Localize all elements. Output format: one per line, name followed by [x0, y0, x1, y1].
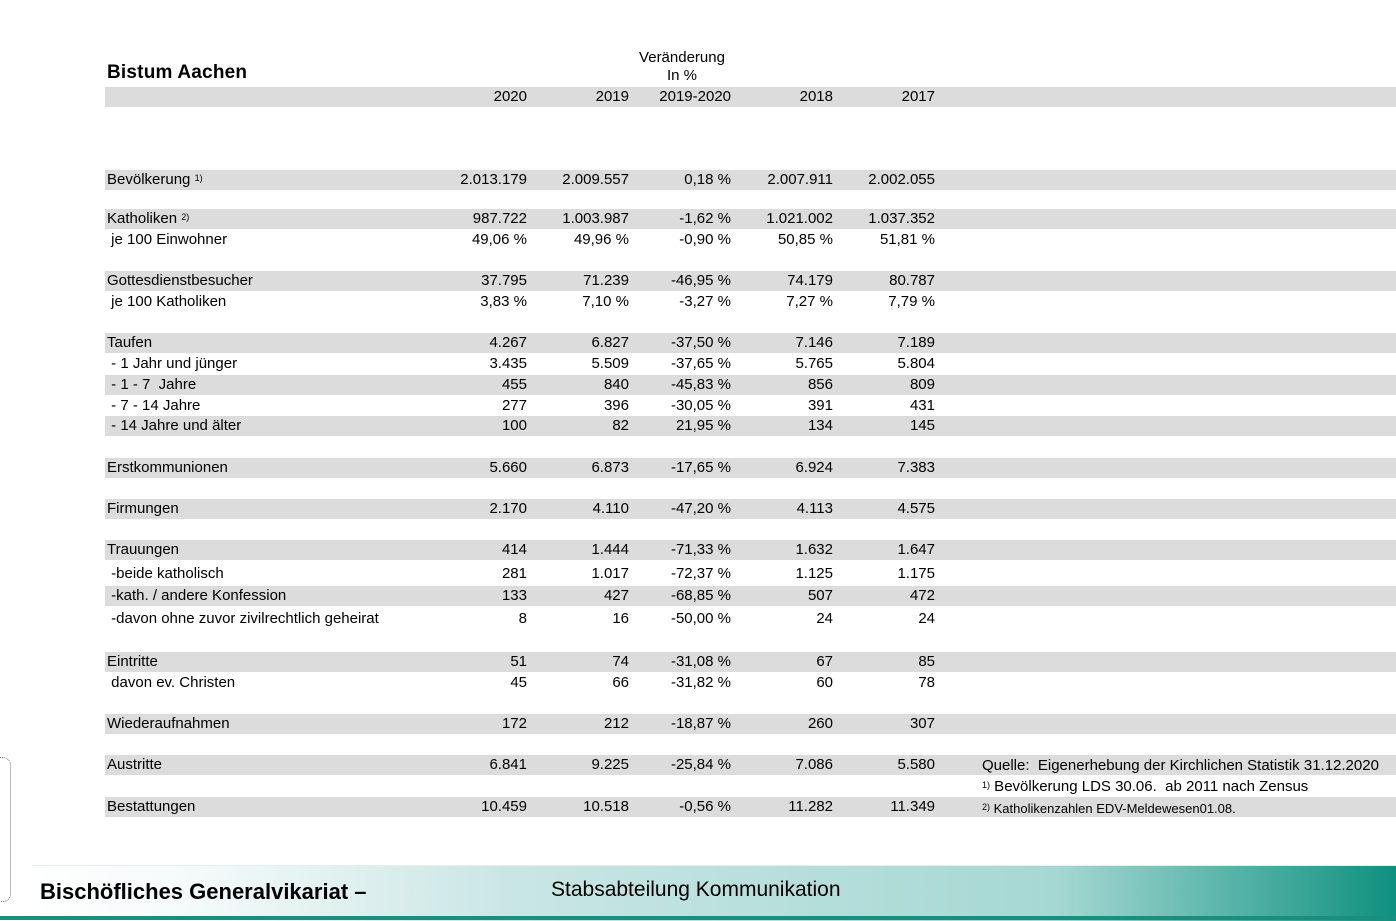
- table-cell: -17,65 %: [670, 459, 731, 476]
- table-cell: 80.787: [889, 272, 935, 289]
- row-label: [107, 564, 224, 584]
- table-cell: -0,56 %: [679, 798, 731, 815]
- table-cell: 45: [510, 674, 527, 691]
- table-cell: 134: [807, 417, 833, 434]
- table-cell: 2.002.055: [868, 171, 935, 188]
- source-note-text: Quelle: Eigenerhebung der Kirchlichen Statistik 31.12.2020: [982, 757, 1379, 774]
- table-cell: 66: [612, 674, 629, 691]
- table-cell: 5.804: [897, 355, 935, 372]
- table-cell: -71,33 %: [670, 541, 731, 558]
- table-cell: 6.924: [795, 459, 833, 476]
- table-cell: 100: [501, 417, 527, 434]
- row-label: [107, 396, 200, 416]
- row-label: [107, 333, 152, 353]
- table-cell: 145: [909, 417, 935, 434]
- table-cell: 427: [603, 587, 629, 604]
- table-cell: 8: [518, 610, 527, 627]
- table-cell: 51,81 %: [879, 231, 935, 248]
- column-header: 2019: [595, 88, 629, 105]
- table-cell: -25,84 %: [670, 756, 731, 773]
- table-cell: 5.509: [591, 355, 629, 372]
- row-label-text: je 100 Katholiken: [107, 293, 227, 310]
- footer-organization: Bischöfliches Generalvikariat –: [40, 879, 367, 904]
- table-cell: 281: [501, 565, 527, 582]
- source-note: [982, 799, 1236, 819]
- table-cell: 49,06 %: [471, 231, 527, 248]
- table-cell: 6.873: [591, 459, 629, 476]
- footnote-marker: 1): [982, 780, 991, 790]
- table-cell: 50,85 %: [777, 231, 833, 248]
- table-cell: 1.021.002: [766, 210, 833, 227]
- placeholder-frame: [0, 757, 11, 902]
- table-cell: -18,87 %: [670, 715, 731, 732]
- row-label: [107, 540, 179, 560]
- table-cell: 133: [501, 587, 527, 604]
- table-cell: -50,00 %: [670, 610, 731, 627]
- table-cell: 5.765: [795, 355, 833, 372]
- row-label: [107, 609, 379, 629]
- table-cell: 5.660: [489, 459, 527, 476]
- column-header: 2019-2020: [659, 88, 731, 105]
- table-cell: 4.110: [592, 500, 629, 517]
- row-label: [107, 797, 195, 817]
- table-cell: 74: [612, 653, 629, 670]
- table-cell: 260: [807, 715, 833, 732]
- footnote-marker: 1): [194, 173, 203, 183]
- table-cell: 6.827: [591, 334, 629, 351]
- table-cell: 2.170: [489, 500, 527, 517]
- footer-department: Stabsabteilung Kommunikation: [551, 878, 841, 901]
- row-label: [107, 586, 286, 606]
- table-cell: 3,83 %: [480, 293, 527, 310]
- table-cell: -31,08 %: [670, 653, 731, 670]
- row-label: [107, 458, 228, 478]
- table-cell: -47,20 %: [670, 500, 731, 517]
- row-label-text: - 14 Jahre und älter: [107, 417, 242, 434]
- table-cell: 7.086: [795, 756, 833, 773]
- table-cell: 396: [603, 397, 629, 414]
- row-label-text: Austritte: [107, 756, 163, 773]
- table-cell: -37,50 %: [670, 334, 731, 351]
- table-cell: 4.113: [796, 500, 833, 517]
- row-label-text: Erstkommunionen: [107, 459, 228, 476]
- table-cell: 840: [603, 376, 629, 393]
- table-cell: 5.580: [897, 756, 935, 773]
- table-cell: 10.459: [481, 798, 527, 815]
- change-caption-line1: Veränderung: [639, 49, 725, 66]
- row-label-text: Wiederaufnahmen: [107, 715, 230, 732]
- table-cell: 11.349: [890, 798, 935, 815]
- table-cell: 67: [816, 653, 833, 670]
- source-note: [982, 756, 1379, 776]
- row-label-text: Trauungen: [107, 541, 179, 558]
- row-label: [107, 209, 189, 229]
- row-label-text: davon ev. Christen: [107, 674, 236, 691]
- row-label-text: -davon ohne zuvor zivilrechtlich geheirat: [107, 610, 379, 627]
- row-label: [107, 354, 237, 374]
- table-cell: 277: [501, 397, 527, 414]
- table-cell: 1.003.987: [562, 210, 629, 227]
- table-cell: 16: [612, 610, 629, 627]
- table-cell: 391: [807, 397, 833, 414]
- row-label: [107, 271, 253, 291]
- row-label-text: - 7 - 14 Jahre: [107, 397, 201, 414]
- table-cell: 2.007.911: [767, 171, 833, 188]
- table-cell: 24: [816, 610, 833, 627]
- row-label-text: - 1 - 7 Jahre: [107, 376, 197, 393]
- table-cell: 7,10 %: [582, 293, 629, 310]
- table-cell: 856: [807, 376, 833, 393]
- row-label-text: -kath. / andere Konfession: [107, 587, 287, 604]
- table-cell: 7,79 %: [888, 293, 935, 310]
- table-cell: 809: [909, 376, 935, 393]
- row-label: [107, 652, 158, 672]
- table-cell: 431: [909, 397, 935, 414]
- table-cell: 414: [501, 541, 527, 558]
- footer-accent-line: [0, 916, 1396, 920]
- row-label: [107, 416, 241, 436]
- table-cell: -72,37 %: [670, 565, 731, 582]
- change-caption-line2: In %: [666, 67, 697, 84]
- source-note: [982, 777, 1308, 797]
- table-cell: 85: [918, 653, 935, 670]
- table-cell: 82: [612, 417, 629, 434]
- row-label-text: - 1 Jahr und jünger: [107, 355, 238, 372]
- table-cell: 6.841: [489, 756, 527, 773]
- source-note-text: Bevölkerung LDS 30.06. ab 2011 nach Zensus: [990, 778, 1309, 795]
- table-cell: 0,18 %: [684, 171, 731, 188]
- row-label: [107, 375, 196, 395]
- table-cell: 37.795: [481, 272, 527, 289]
- table-cell: 49,96 %: [573, 231, 629, 248]
- table-cell: 2.009.557: [562, 171, 629, 188]
- table-cell: 10.518: [583, 798, 629, 815]
- table-cell: -46,95 %: [670, 272, 731, 289]
- column-header: 2018: [799, 88, 833, 105]
- row-label-text: Bestattungen: [107, 798, 196, 815]
- table-cell: -37,65 %: [670, 355, 731, 372]
- table-cell: -31,82 %: [670, 674, 731, 691]
- source-note-text: Katholikenzahlen EDV-Meldewesen01.08.: [990, 801, 1236, 816]
- table-cell: 472: [909, 587, 935, 604]
- table-cell: 1.175: [897, 565, 935, 582]
- footnote-marker: 2): [982, 802, 991, 812]
- table-cell: 78: [918, 674, 935, 691]
- table-cell: 1.017: [591, 565, 629, 582]
- table-cell: 7.383: [897, 459, 935, 476]
- table-cell: 455: [501, 376, 527, 393]
- table-cell: 307: [909, 715, 935, 732]
- page-title: Bistum Aachen: [107, 62, 248, 83]
- table-cell: 4.267: [489, 334, 527, 351]
- table-cell: -1,62 %: [679, 210, 731, 227]
- row-label-text: Firmungen: [107, 500, 179, 517]
- table-cell: -0,90 %: [679, 231, 731, 248]
- change-column-caption: [632, 49, 732, 85]
- row-label: [107, 230, 227, 250]
- table-cell: -68,85 %: [670, 587, 731, 604]
- table-cell: 7.146: [795, 334, 833, 351]
- table-cell: 1.125: [795, 565, 833, 582]
- column-header: 2017: [901, 88, 935, 105]
- row-label-text: -beide katholisch: [107, 565, 224, 582]
- table-cell: 71.239: [583, 272, 629, 289]
- table-cell: 7.189: [897, 334, 935, 351]
- table-cell: 1.444: [591, 541, 629, 558]
- row-label: [107, 170, 203, 190]
- footnote-marker: 2): [181, 212, 190, 222]
- table-cell: 212: [603, 715, 629, 732]
- table-cell: 1.037.352: [868, 210, 935, 227]
- row-label: [107, 714, 230, 734]
- row-label-text: Eintritte: [107, 653, 158, 670]
- row-label: [107, 755, 162, 775]
- table-cell: -3,27 %: [679, 293, 731, 310]
- row-label-text: Katholiken: [107, 210, 178, 227]
- table-cell: 11.282: [788, 798, 833, 815]
- column-header: 2020: [493, 88, 527, 105]
- table-cell: 51: [510, 653, 527, 670]
- row-label: [107, 292, 226, 312]
- table-cell: 172: [501, 715, 527, 732]
- row-label-text: Gottesdienstbesucher: [107, 272, 253, 289]
- row-label-text: Bevölkerung: [107, 171, 191, 188]
- table-cell: 2.013.179: [460, 171, 527, 188]
- row-label: [107, 499, 179, 519]
- table-cell: 3.435: [489, 355, 527, 372]
- table-cell: -30,05 %: [670, 397, 731, 414]
- table-cell: 9.225: [591, 756, 629, 773]
- table-cell: 987.722: [472, 210, 527, 227]
- table-cell: 7,27 %: [786, 293, 833, 310]
- table-cell: -45,83 %: [670, 376, 731, 393]
- table-cell: 24: [918, 610, 935, 627]
- table-cell: 1.647: [897, 541, 935, 558]
- table-cell: 507: [807, 587, 833, 604]
- table-cell: 21,95 %: [675, 417, 731, 434]
- table-cell: 60: [816, 674, 833, 691]
- row-label: [107, 673, 235, 693]
- row-label-text: je 100 Einwohner: [107, 231, 228, 248]
- table-cell: 4.575: [897, 500, 935, 517]
- table-cell: 1.632: [795, 541, 833, 558]
- table-cell: 74.179: [787, 272, 833, 289]
- row-label-text: Taufen: [107, 334, 153, 351]
